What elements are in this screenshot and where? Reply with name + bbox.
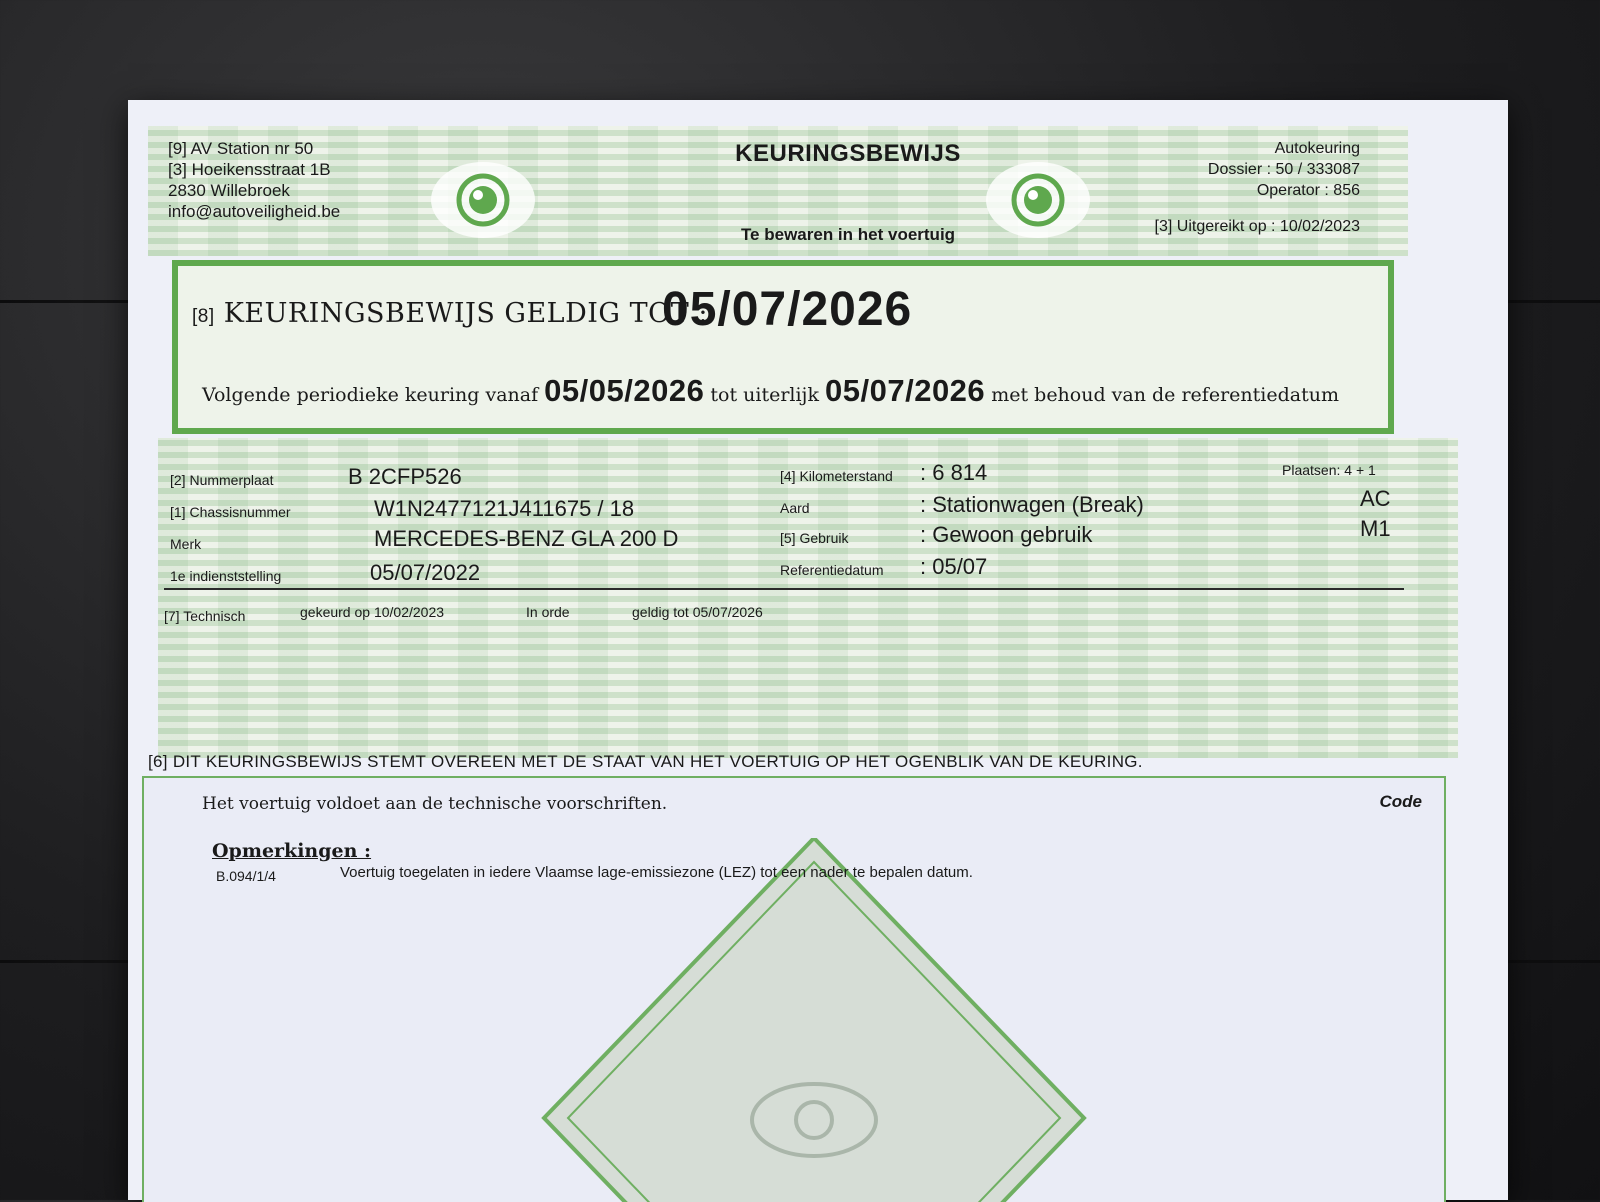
first-registration-value: 05/07/2022 (370, 560, 481, 585)
odometer-value: : 6 814 (920, 460, 988, 485)
vehicle-type-value: : Stationwagen (Break) (920, 492, 1144, 517)
first-registration-label: 1e indienststelling (170, 568, 282, 584)
next-inspection-suffix: met behoud van de referentiedatum (991, 384, 1339, 406)
issued-date: [3] Uitgereikt op : 10/02/2023 (1154, 218, 1360, 235)
code-column-header: Code (1379, 792, 1422, 811)
valid-until-date: 05/07/2026 (662, 283, 913, 336)
next-inspection-mid: tot uiterlijk (710, 384, 819, 406)
validity-label-text: KEURINGSBEWIJS GELDIG TOT : (223, 298, 708, 329)
next-inspection-window (202, 373, 1339, 409)
conformity-result: Het voertuig voldoet aan de technische voorschriften. (202, 794, 668, 814)
conformity-statement: [6] DIT KEURINGSBEWIJS STEMT OVEREEN MET DE STAAT VAN HET VOERTUIG OP HET OGENBLIK VAN DE KEURING. (148, 752, 1143, 771)
make-label: Merk (170, 536, 202, 552)
dossier-line: Dossier : 50 / 333087 (1207, 161, 1360, 178)
validity-label-number: [8] (192, 306, 215, 327)
vehicle-category: M1 (1360, 516, 1391, 541)
technical-status: In orde (526, 604, 570, 620)
plate-value: B 2CFP526 (348, 464, 462, 489)
body-code: AC (1360, 486, 1391, 511)
next-inspection-prefix: Volgende periodieke keuring vanaf (202, 384, 539, 406)
technical-valid-until: geldig tot 05/07/2026 (632, 604, 763, 620)
dossier-line: Autokeuring (1274, 140, 1360, 157)
odometer-label: [4] Kilometerstand (780, 468, 893, 484)
chassis-label: [1] Chassisnummer (170, 504, 291, 520)
vehicle-type-label: Aard (780, 500, 810, 516)
technical-inspected-date: gekeurd op 10/02/2023 (300, 604, 445, 620)
address-line: [3] Hoeikensstraat 1B (168, 160, 331, 179)
address-line: info@autoveiligheid.be (168, 202, 341, 221)
dossier-line: Operator : 856 (1256, 182, 1360, 199)
inspection-results (142, 776, 1446, 1202)
reference-date-label: Referentiedatum (780, 562, 884, 578)
usage-label: [5] Gebruik (780, 530, 849, 546)
remark-code: B.094/1/4 (216, 868, 276, 884)
vehicle-details (158, 438, 1458, 758)
make-value: MERCEDES-BENZ GLA 200 D (374, 526, 679, 551)
address-line: [9] AV Station nr 50 (168, 139, 314, 158)
certificate-title: KEURINGSBEWIJS (735, 140, 961, 167)
technical-label: [7] Technisch (164, 608, 246, 624)
next-inspection-from: 05/05/2026 (544, 373, 705, 408)
divider-line (164, 588, 1404, 590)
validity-label (192, 298, 708, 329)
usage-value: : Gewoon gebruik (920, 522, 1093, 547)
plate-label: [2] Nummerplaat (170, 472, 274, 488)
validity-box (172, 260, 1394, 434)
reference-date-value: : 05/07 (920, 554, 988, 579)
chassis-value: W1N2477121J411675 / 18 (374, 496, 635, 521)
certificate-subtitle: Te bewaren in het voertuig (740, 225, 956, 244)
dossier-info (1208, 138, 1360, 201)
remark-text: Voertuig toegelaten in iedere Vlaamse lage-emissiezone (LEZ) tot een nader te bepalen datum. (340, 864, 973, 881)
address-line: 2830 Willebroek (168, 181, 290, 200)
inspection-certificate (128, 100, 1508, 1200)
remarks-title: Opmerkingen : (212, 840, 372, 862)
diamond-seal-icon (534, 838, 1094, 1202)
seats-info: Plaatsen: 4 + 1 (1282, 462, 1376, 478)
next-inspection-to: 05/07/2026 (825, 373, 986, 408)
